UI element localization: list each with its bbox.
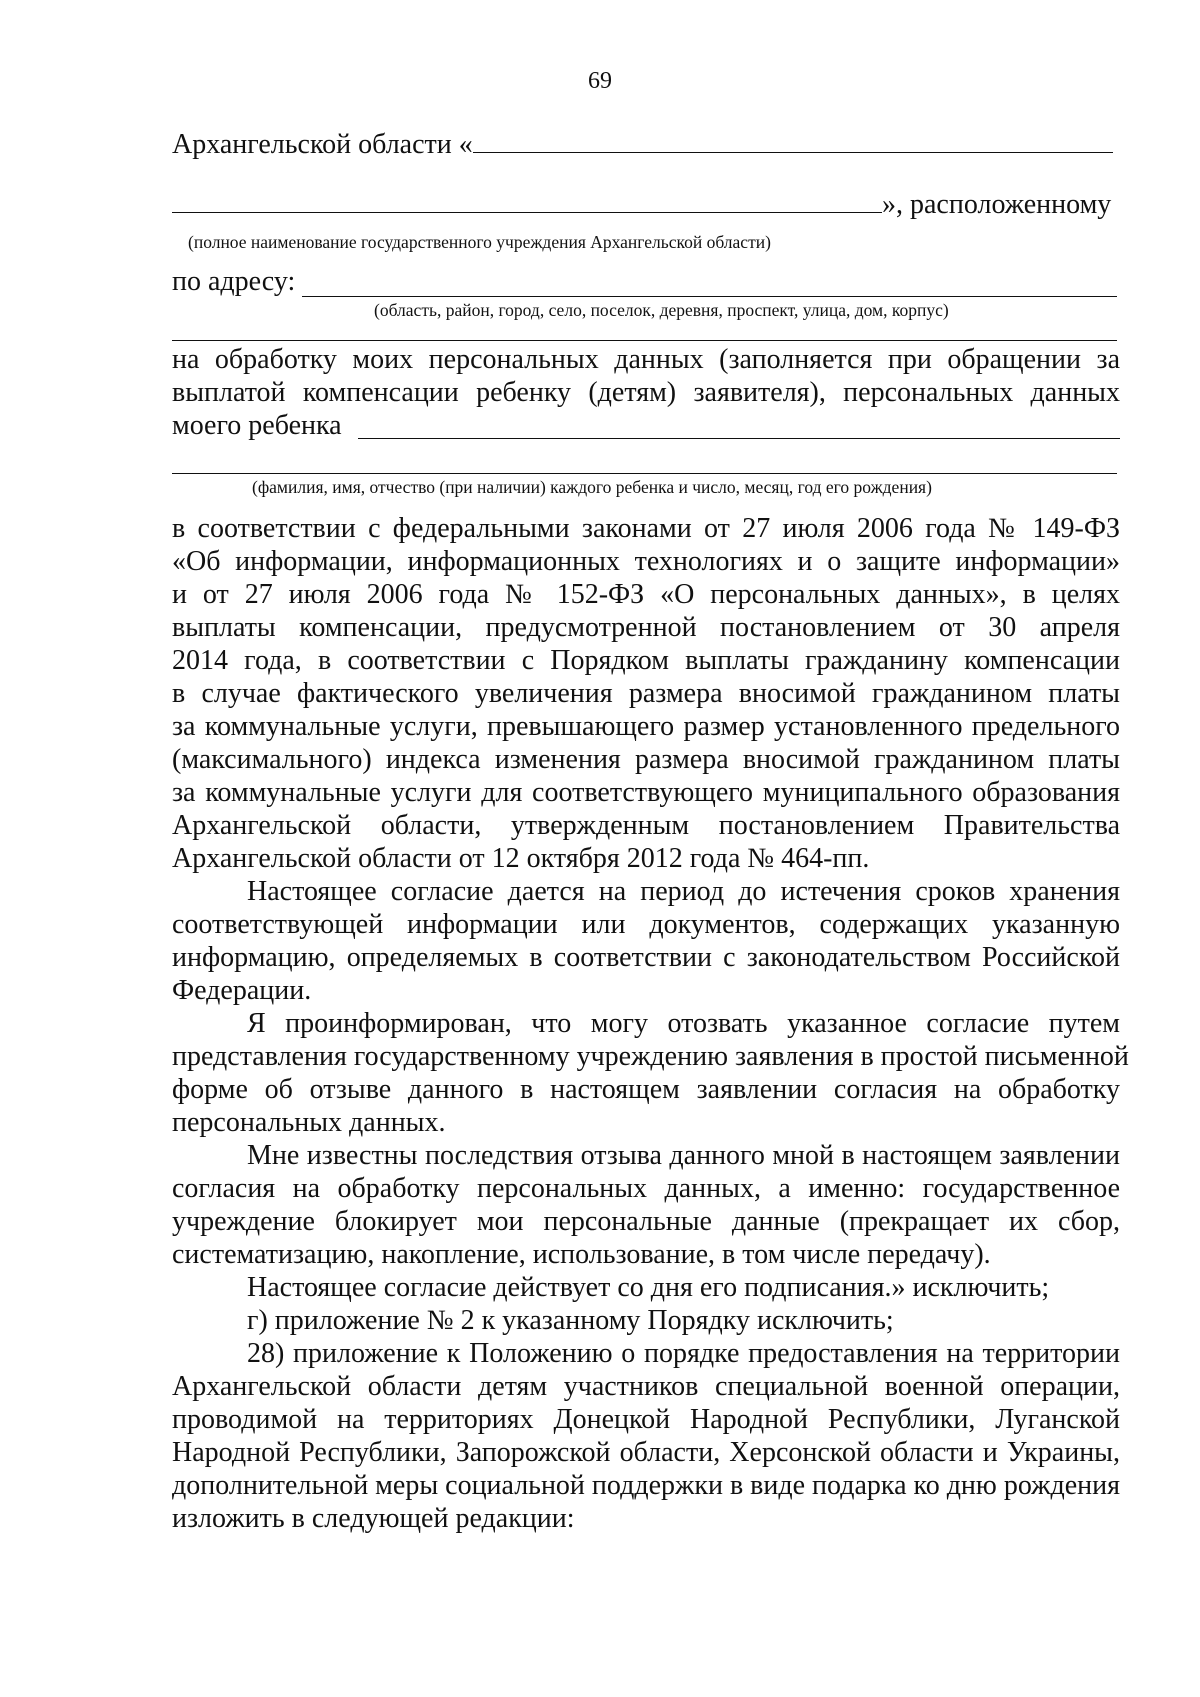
address-label: по адресу:	[172, 266, 296, 297]
institution-prefix: Архангельской области «	[172, 129, 473, 160]
body-line: дополнительной меры социальной поддержки в виде подарка ко дню рождения	[172, 1470, 1121, 1501]
body-line: Федерации.	[172, 975, 312, 1006]
body-line: Народной Республики, Запорожской области, Херсонской области и Украины,	[172, 1437, 1120, 1468]
body-line: Мне известны последствия отзыва данного мной в настоящем заявлении	[247, 1140, 1120, 1171]
body-line: «Об информации, информационных технологиях и о защите информации»	[172, 546, 1120, 577]
body-line: (максимального) индекса изменения размера вносимой гражданином платы	[172, 744, 1120, 775]
body-line: соответствующей информации или документов, содержащих указанную	[172, 909, 1120, 940]
body-line: в соответствии с федеральными законами от 27 июля 2006 года № 149-ФЗ	[172, 513, 1120, 544]
child-hint: (фамилия, имя, отчество (при наличии) каждого ребенка и число, месяц, год его рождения)	[252, 477, 932, 497]
body-line: 2014 года, в соответствии с Порядком выплаты гражданину компенсации	[172, 645, 1120, 676]
body-line: Я проинформирован, что могу отозвать указанное согласие путем	[247, 1008, 1120, 1039]
address-hint: (область, район, город, село, поселок, деревня, проспект, улица, дом, корпус)	[374, 300, 949, 320]
address-blank-2	[172, 340, 1117, 341]
body-line: в случае фактического увеличения размера вносимой гражданином платы	[172, 678, 1120, 709]
child-blank-2	[172, 473, 1117, 474]
body-line: форме об отзыве данного в настоящем заявлении согласия на обработку	[172, 1074, 1120, 1105]
child-label: моего ребенка	[172, 410, 342, 441]
body-line: Настоящее согласие дается на период до истечения сроков хранения	[247, 876, 1120, 907]
institution-line-2	[172, 186, 1120, 221]
body-line: Настоящее согласие действует со дня его подписания.» исключить;	[247, 1272, 1050, 1303]
body-line: изложить в следующей редакции:	[172, 1503, 575, 1534]
institution-blank-2	[172, 186, 882, 213]
address-blank	[302, 296, 1117, 297]
body-line: Архангельской области детям участников специальной военной операции,	[172, 1371, 1120, 1402]
body-line: и от 27 июля 2006 года № 152-ФЗ «О персональных данных», в целях	[172, 579, 1120, 610]
body-line: Архангельской области, утвержденным постановлением Правительства	[172, 810, 1120, 841]
body-line: согласия на обработку персональных данных, а именно: государственное	[172, 1173, 1120, 1204]
body-line: информацию, определяемых в соответствии с законодательством Российской	[172, 942, 1120, 973]
body-line: персональных данных.	[172, 1107, 446, 1138]
institution-line-1	[172, 126, 1120, 161]
body-line: Архангельской области от 12 октября 2012 года № 464-пп.	[172, 843, 870, 874]
body-line: за коммунальные услуги для соответствующего муниципального образования	[172, 777, 1120, 808]
consent-line-2: выплатой компенсации ребенку (детям) заявителя), персональных данных	[172, 377, 1120, 408]
body-line: учреждение блокирует мои персональные данные (прекращает их сбор,	[172, 1206, 1120, 1237]
body-line: г) приложение № 2 к указанному Порядку исключить;	[247, 1305, 894, 1336]
page-number: 69	[588, 68, 612, 94]
body-line: представления государственному учреждению заявления в простой письменной	[172, 1041, 1129, 1072]
body-line: систематизацию, накопление, использование, в том числе передачу).	[172, 1239, 991, 1270]
consent-line-1: на обработку моих персональных данных (заполняется при обращении за	[172, 344, 1120, 375]
institution-blank-1	[473, 126, 1113, 153]
child-blank	[358, 438, 1120, 439]
institution-hint: (полное наименование государственного учреждения Архангельской области)	[188, 232, 771, 252]
address-line	[172, 266, 1120, 298]
body-line: 28) приложение к Положению о порядке предоставления на территории	[247, 1338, 1120, 1369]
institution-suffix: », расположенному	[882, 189, 1112, 220]
body-line: выплаты компенсации, предусмотренной постановлением от 30 апреля	[172, 612, 1120, 643]
body-line: за коммунальные услуги, превышающего размер установленного предельного	[172, 711, 1120, 742]
body-line: проводимой на территориях Донецкой Народной Республики, Луганской	[172, 1404, 1120, 1435]
